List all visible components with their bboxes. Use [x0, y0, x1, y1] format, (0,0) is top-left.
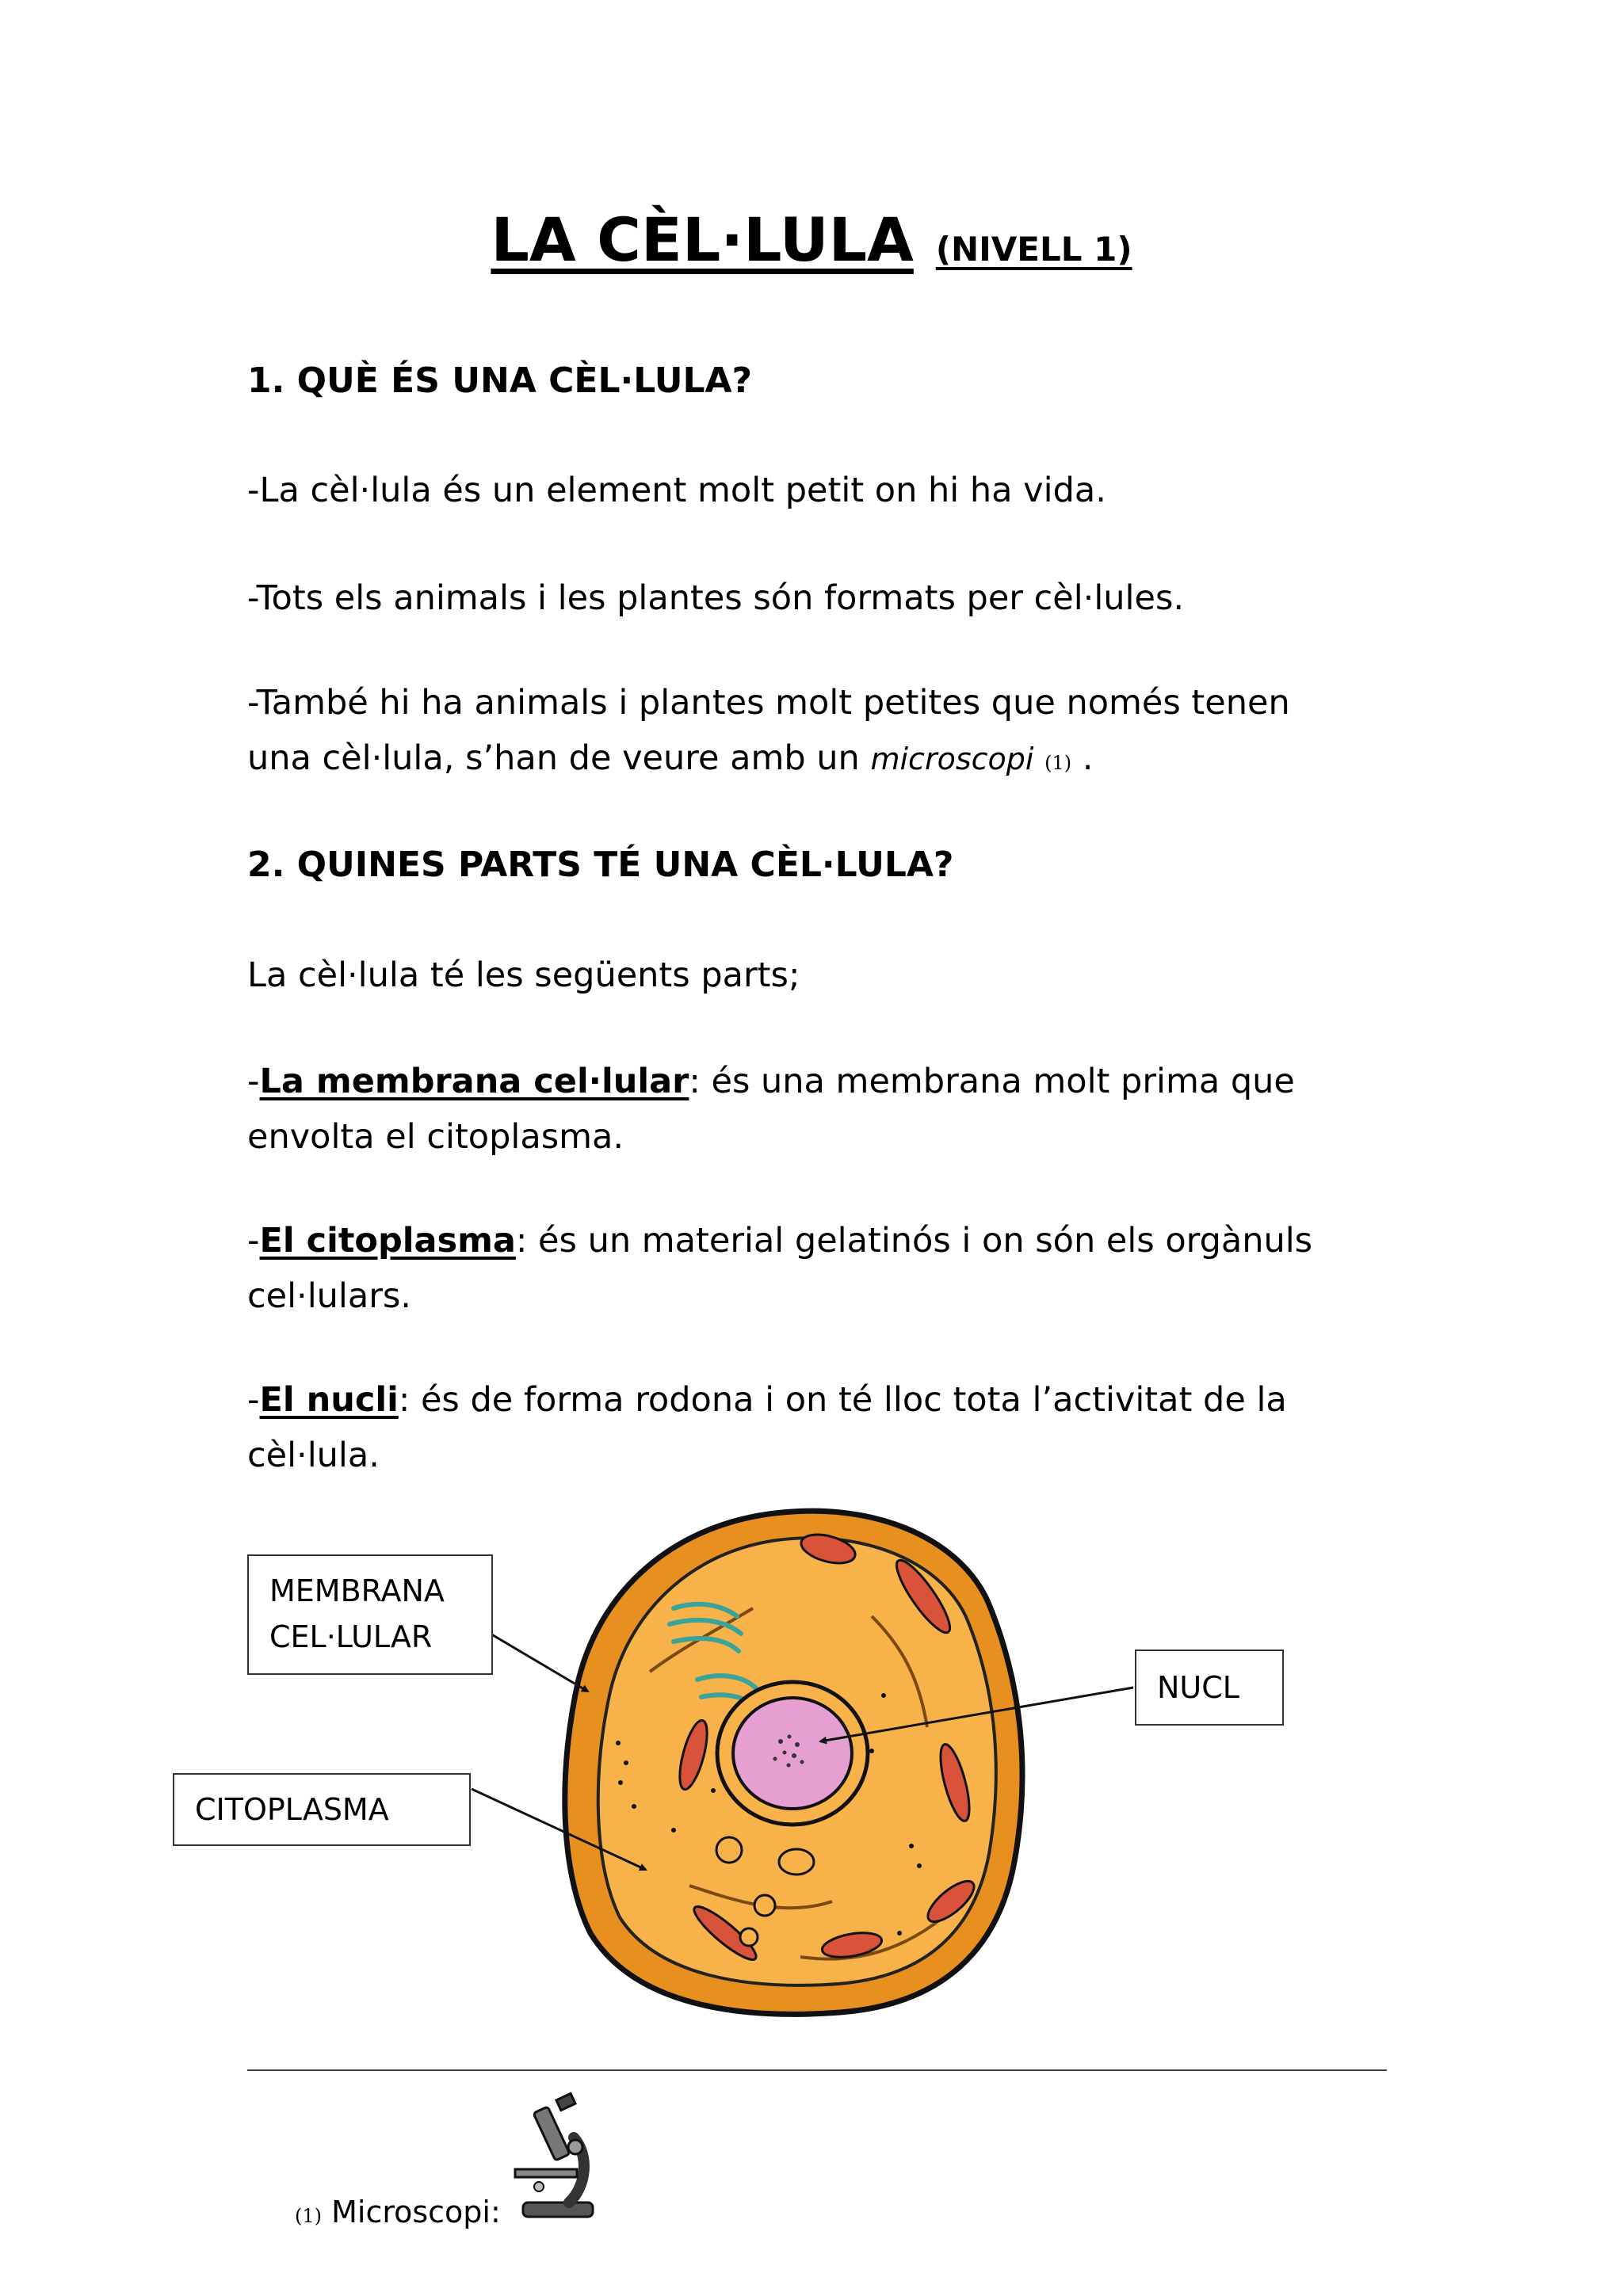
vesicle — [754, 1895, 775, 1916]
part-citoplasma — [247, 1213, 1396, 1324]
part-membrana — [247, 1054, 1396, 1165]
section2-heading: 2. QUINES PARTS TÉ UNA CÈL·LULA? — [247, 845, 954, 885]
footnote — [295, 2195, 501, 2229]
label-membrana-line1: MEMBRANA — [269, 1573, 445, 1608]
section2-intro: La cèl·lula té les següents parts; — [247, 955, 800, 995]
microscope-icon — [507, 2092, 610, 2226]
footnote-ref-mark: (1) — [295, 2205, 322, 2227]
part-dash: - — [247, 1062, 260, 1101]
part-text: : és de forma rodona i on té lloc tota l’activitat de la cèl·lula. — [247, 1380, 1287, 1475]
vesicle — [716, 1837, 742, 1863]
part-nucli — [247, 1372, 1396, 1483]
vesicle — [779, 1849, 814, 1875]
footnote-label: Microscopi: — [331, 2195, 501, 2229]
cell-illustration — [565, 1511, 1022, 2014]
footnote-ref: (1) — [1044, 752, 1072, 774]
part-dash: - — [247, 1221, 260, 1261]
title-sub: (NIVELL 1) — [935, 230, 1132, 269]
label-membrana-line2: CEL·LULAR — [269, 1619, 433, 1654]
p3-end: . — [1071, 738, 1094, 778]
section1-p3-line1: -També hi ha animals i plantes molt petites que només tenen — [247, 683, 1290, 723]
nucleus — [733, 1698, 852, 1809]
p3-line2-text: una cèl·lula, s’han de veure amb un — [247, 738, 860, 778]
vesicle — [740, 1928, 758, 1946]
microscopi-term: microscopi — [870, 742, 1034, 776]
section1-paragraph-3 — [247, 675, 1396, 791]
section1-p3-line2 — [247, 730, 1396, 791]
label-nucl: NUCL — [1135, 1650, 1284, 1726]
footnote-divider — [247, 2069, 1387, 2071]
part-term: La membrana cel·lular — [259, 1062, 689, 1101]
part-text: : és un material gelatinós i on són els orgànuls cel·lulars. — [247, 1221, 1313, 1316]
label-membrana-cellular — [247, 1554, 493, 1675]
cell-diagram — [0, 1489, 1623, 2044]
page-title — [0, 204, 1623, 275]
part-term: El nucli — [259, 1380, 399, 1420]
part-term: El citoplasma — [259, 1221, 516, 1261]
label-citoplasma: CITOPLASMA — [173, 1773, 471, 1846]
section1-heading: 1. QUÈ ÉS UNA CÈL·LULA? — [247, 360, 753, 401]
title-main: LA CÈL·LULA — [491, 204, 914, 275]
section1-paragraph-1: -La cèl·lula és un element molt petit on hi ha vida. — [247, 471, 1106, 510]
section1-paragraph-2: -Tots els animals i les plantes són formats per cèl·lules. — [247, 578, 1185, 618]
part-dash: - — [247, 1380, 260, 1420]
part-text: : és una membrana molt prima que envolta el citoplasma. — [247, 1062, 1295, 1157]
